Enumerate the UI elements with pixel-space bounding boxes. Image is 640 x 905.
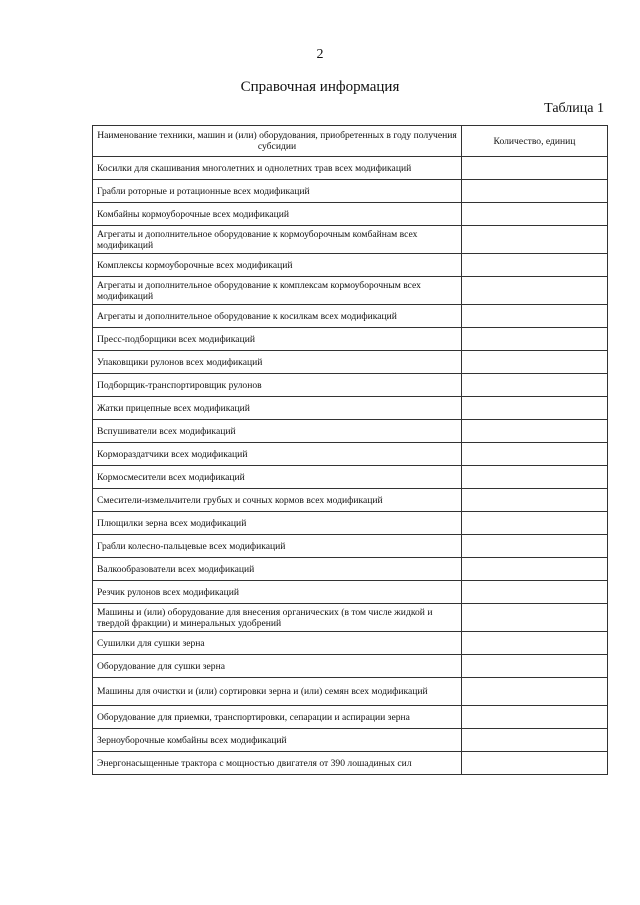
table-row — [93, 203, 608, 226]
table-row — [93, 604, 608, 632]
equipment-name-cell: Смесители-измельчители грубых и сочных кормов всех модификаций — [93, 489, 462, 512]
quantity-cell — [462, 254, 608, 277]
table-row — [93, 305, 608, 328]
table-row — [93, 558, 608, 581]
equipment-name-cell: Кормосмесители всех модификаций — [93, 466, 462, 489]
table-row — [93, 466, 608, 489]
table-row — [93, 512, 608, 535]
equipment-name-cell: Машины и (или) оборудование для внесения органических (в том числе жидкой и твердой фракции) и минеральных удобрений — [93, 604, 462, 632]
equipment-name-cell: Оборудование для сушки зерна — [93, 655, 462, 678]
page-number: 2 — [316, 47, 324, 62]
quantity-cell — [462, 226, 608, 254]
equipment-name-cell: Резчик рулонов всех модификаций — [93, 581, 462, 604]
header-equipment-name: Наименование техники, машин и (или) оборудования, приобретенных в году получения субсидии — [93, 126, 462, 157]
quantity-cell — [462, 678, 608, 706]
table-row — [93, 226, 608, 254]
equipment-name-cell: Агрегаты и дополнительное оборудование к кормоуборочным комбайнам всех модификаций — [93, 226, 462, 254]
quantity-cell — [462, 655, 608, 678]
equipment-name-cell: Комбайны кормоуборочные всех модификаций — [93, 203, 462, 226]
table-row — [93, 678, 608, 706]
table-row — [93, 420, 608, 443]
table-row — [93, 655, 608, 678]
equipment-name-cell: Косилки для скашивания многолетних и однолетних трав всех модификаций — [93, 157, 462, 180]
quantity-cell — [462, 632, 608, 655]
equipment-name-cell: Подборщик-транспортировщик рулонов — [93, 374, 462, 397]
table-row — [93, 157, 608, 180]
equipment-table — [92, 125, 608, 775]
equipment-name-cell: Машины для очистки и (или) сортировки зерна и (или) семян всех модификаций — [93, 678, 462, 706]
equipment-name-cell: Вспушиватели всех модификаций — [93, 420, 462, 443]
quantity-cell — [462, 305, 608, 328]
equipment-name-cell: Зерноуборочные комбайны всех модификаций — [93, 729, 462, 752]
table-row — [93, 632, 608, 655]
table-row — [93, 254, 608, 277]
equipment-name-cell: Оборудование для приемки, транспортировки, сепарации и аспирации зерна — [93, 706, 462, 729]
table-body — [93, 157, 608, 775]
equipment-name-cell: Плющилки зерна всех модификаций — [93, 512, 462, 535]
equipment-name-cell: Агрегаты и дополнительное оборудование к косилкам всех модификаций — [93, 305, 462, 328]
equipment-name-cell: Жатки прицепные всех модификаций — [93, 397, 462, 420]
table-row — [93, 706, 608, 729]
table-row — [93, 328, 608, 351]
table-row — [93, 729, 608, 752]
quantity-cell — [462, 512, 608, 535]
equipment-name-cell: Упаковщики рулонов всех модификаций — [93, 351, 462, 374]
quantity-cell — [462, 535, 608, 558]
table-row — [93, 443, 608, 466]
equipment-name-cell: Грабли колесно-пальцевые всех модификаций — [93, 535, 462, 558]
table-label: Таблица 1 — [544, 101, 604, 116]
equipment-name-cell: Сушилки для сушки зерна — [93, 632, 462, 655]
quantity-cell — [462, 277, 608, 305]
equipment-name-cell: Агрегаты и дополнительное оборудование к комплексам кормоуборочным всех модификаций — [93, 277, 462, 305]
equipment-name-cell: Энергонасыщенные трактора с мощностью двигателя от 390 лошадиных сил — [93, 752, 462, 775]
header-quantity: Количество, единиц — [462, 126, 608, 157]
quantity-cell — [462, 397, 608, 420]
equipment-name-cell: Валкообразователи всех модификаций — [93, 558, 462, 581]
equipment-name-cell: Пресс-подборщики всех модификаций — [93, 328, 462, 351]
table-row — [93, 581, 608, 604]
quantity-cell — [462, 420, 608, 443]
quantity-cell — [462, 752, 608, 775]
equipment-name-cell: Кормораздатчики всех модификаций — [93, 443, 462, 466]
table-row — [93, 180, 608, 203]
quantity-cell — [462, 604, 608, 632]
table-header-row — [93, 126, 608, 157]
quantity-cell — [462, 351, 608, 374]
quantity-cell — [462, 706, 608, 729]
table-row — [93, 351, 608, 374]
quantity-cell — [462, 558, 608, 581]
table-row — [93, 277, 608, 305]
quantity-cell — [462, 203, 608, 226]
document-title: Справочная информация — [240, 79, 400, 95]
table-row — [93, 752, 608, 775]
quantity-cell — [462, 374, 608, 397]
quantity-cell — [462, 180, 608, 203]
equipment-name-cell: Грабли роторные и ротационные всех модификаций — [93, 180, 462, 203]
table-row — [93, 535, 608, 558]
quantity-cell — [462, 729, 608, 752]
quantity-cell — [462, 489, 608, 512]
table-row — [93, 397, 608, 420]
equipment-name-cell: Комплексы кормоуборочные всех модификаций — [93, 254, 462, 277]
quantity-cell — [462, 581, 608, 604]
quantity-cell — [462, 466, 608, 489]
quantity-cell — [462, 443, 608, 466]
quantity-cell — [462, 157, 608, 180]
quantity-cell — [462, 328, 608, 351]
table-row — [93, 489, 608, 512]
table-row — [93, 374, 608, 397]
